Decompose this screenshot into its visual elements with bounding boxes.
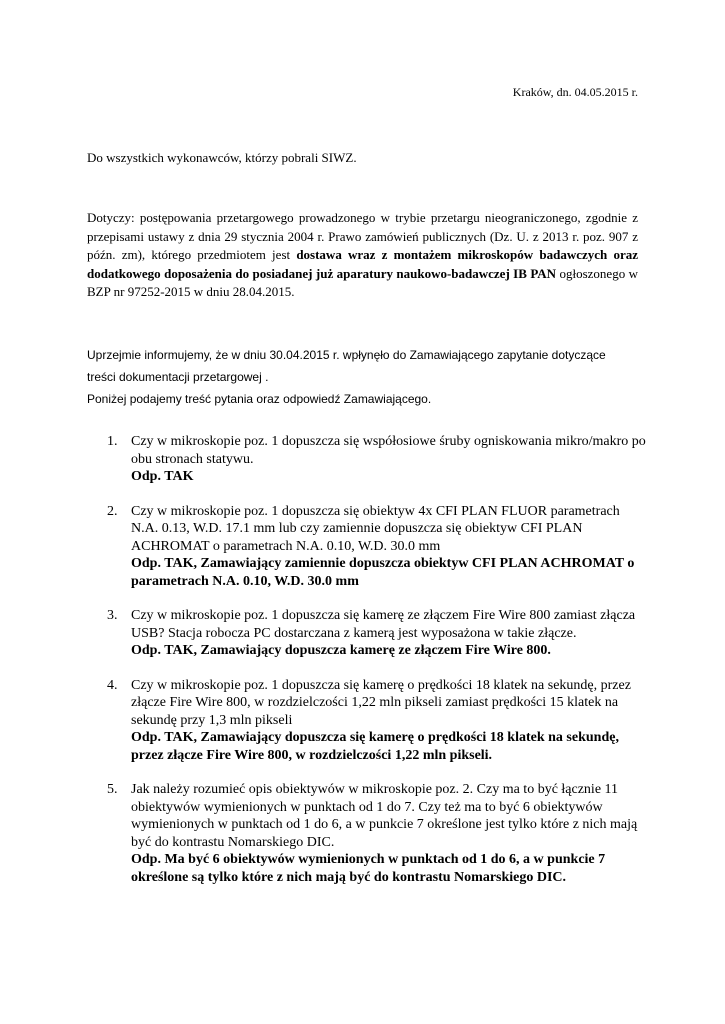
question-text: Czy w mikroskopie poz. 1 dopuszcza się kamerę o prędkości 18 klatek na sekundę, przez złącze Fire Wire 800, w rozdzielczości 1,22 mln pikseli zamiast prędkości 15 klatek na sekundę przy 1,3 mln pikseli xyxy=(131,677,631,728)
info-line-2: treści dokumentacji przetargowej . xyxy=(87,370,269,384)
question-number: 2. xyxy=(107,503,118,519)
info-paragraph xyxy=(87,345,638,409)
document-date: Kraków, dn. 04.05.2015 r. xyxy=(512,85,638,99)
subject-text-start: Dotyczy: postępowania przetargowego prowadzonego w trybie przetargu nieograniczonego, zgodnie z przepisami ustawy z dnia 29 stycznia 2004 r. Prawo zamówień publicznych (Dz. U. z 2013 r. poz. 907 z późn. zm), którego przedmiotem jest xyxy=(87,210,638,262)
question-number: 1. xyxy=(107,434,118,449)
greeting: Do wszystkich wykonawców, którzy pobrali SIWZ. xyxy=(87,150,357,165)
question-number: 4. xyxy=(107,677,118,693)
question-list xyxy=(87,433,647,886)
answer-text: Odp. TAK xyxy=(131,469,194,484)
info-line-3: Poniżej podajemy treść pytania oraz odpowiedź Zamawiającego. xyxy=(87,392,432,406)
subject-paragraph xyxy=(87,209,638,302)
answer-text: Odp. TAK, Zamawiający zamiennie dopuszcza obiektyw CFI PLAN ACHROMAT o parametrach N.A. 0.10, W.D. 30.0 mm xyxy=(131,556,635,589)
answer-text: Odp. Ma być 6 obiektywów wymienionych w punktach od 1 do 6, a w punkcie 7 określone są tylko które z nich mają być do kontrastu Nomarskiego DIC. xyxy=(131,852,606,885)
question-item-3 xyxy=(87,607,647,660)
question-item-4 xyxy=(87,677,647,765)
question-text: Czy w mikroskopie poz. 1 dopuszcza się obiektyw 4x CFI PLAN FLUOR parametrach N.A. 0.13, W.D. 17.1 mm lub czy zamiennie dopuszcza się obiektyw CFI PLAN ACHROMAT o parametrach N.A. 0.10, W.D. 30.0 mm xyxy=(131,503,620,554)
question-number: 5. xyxy=(107,782,118,797)
question-number: 3. xyxy=(107,608,118,623)
subject-bold-text: dostawa wraz z montażem mikroskopów badawczych oraz dodatkowego doposażenia do posiadanej już aparatury naukowo-badawczej IB PAN xyxy=(87,247,638,281)
question-item-1 xyxy=(87,433,647,486)
answer-text: Odp. TAK, Zamawiający dopuszcza się kamerę o prędkości 18 klatek na sekundę, przez złącze Fire Wire 800, w rozdzielczości 1,22 mln pikseli. xyxy=(131,730,619,763)
question-item-5 xyxy=(87,781,647,886)
subject-text-end: ogłoszonego w BZP nr 97252-2015 w dniu 28.04.2015. xyxy=(87,265,638,299)
question-text: Czy w mikroskopie poz. 1 dopuszcza się kamerę ze złączem Fire Wire 800 zamiast złącza USB? Stacja robocza PC dostarczana z kamerą jest wyposażona w takie złącze. xyxy=(131,608,636,641)
info-line-1: Uprzejmie informujemy, że w dniu 30.04.2015 r. wpłynęło do Zamawiającego zapytanie dotyczące xyxy=(87,348,606,362)
question-item-2 xyxy=(87,503,647,591)
question-text: Czy w mikroskopie poz. 1 dopuszcza się współosiowe śruby ogniskowania mikro/makro po obu stronach statywu. xyxy=(131,434,646,467)
answer-text: Odp. TAK, Zamawiający dopuszcza kamerę ze złączem Fire Wire 800. xyxy=(131,643,551,658)
question-text: Jak należy rozumieć opis obiektywów w mikroskopie poz. 2. Czy ma to być łącznie 11 obiektywów wymienionych w punktach od 1 do 7. Czy też ma to być 6 obiektywów wymienionych w punktach od 1 do 6, a w punkcie 7 określone jest tylko które z nich mają być do kontrastu Nomarskiego DIC. xyxy=(131,782,638,850)
